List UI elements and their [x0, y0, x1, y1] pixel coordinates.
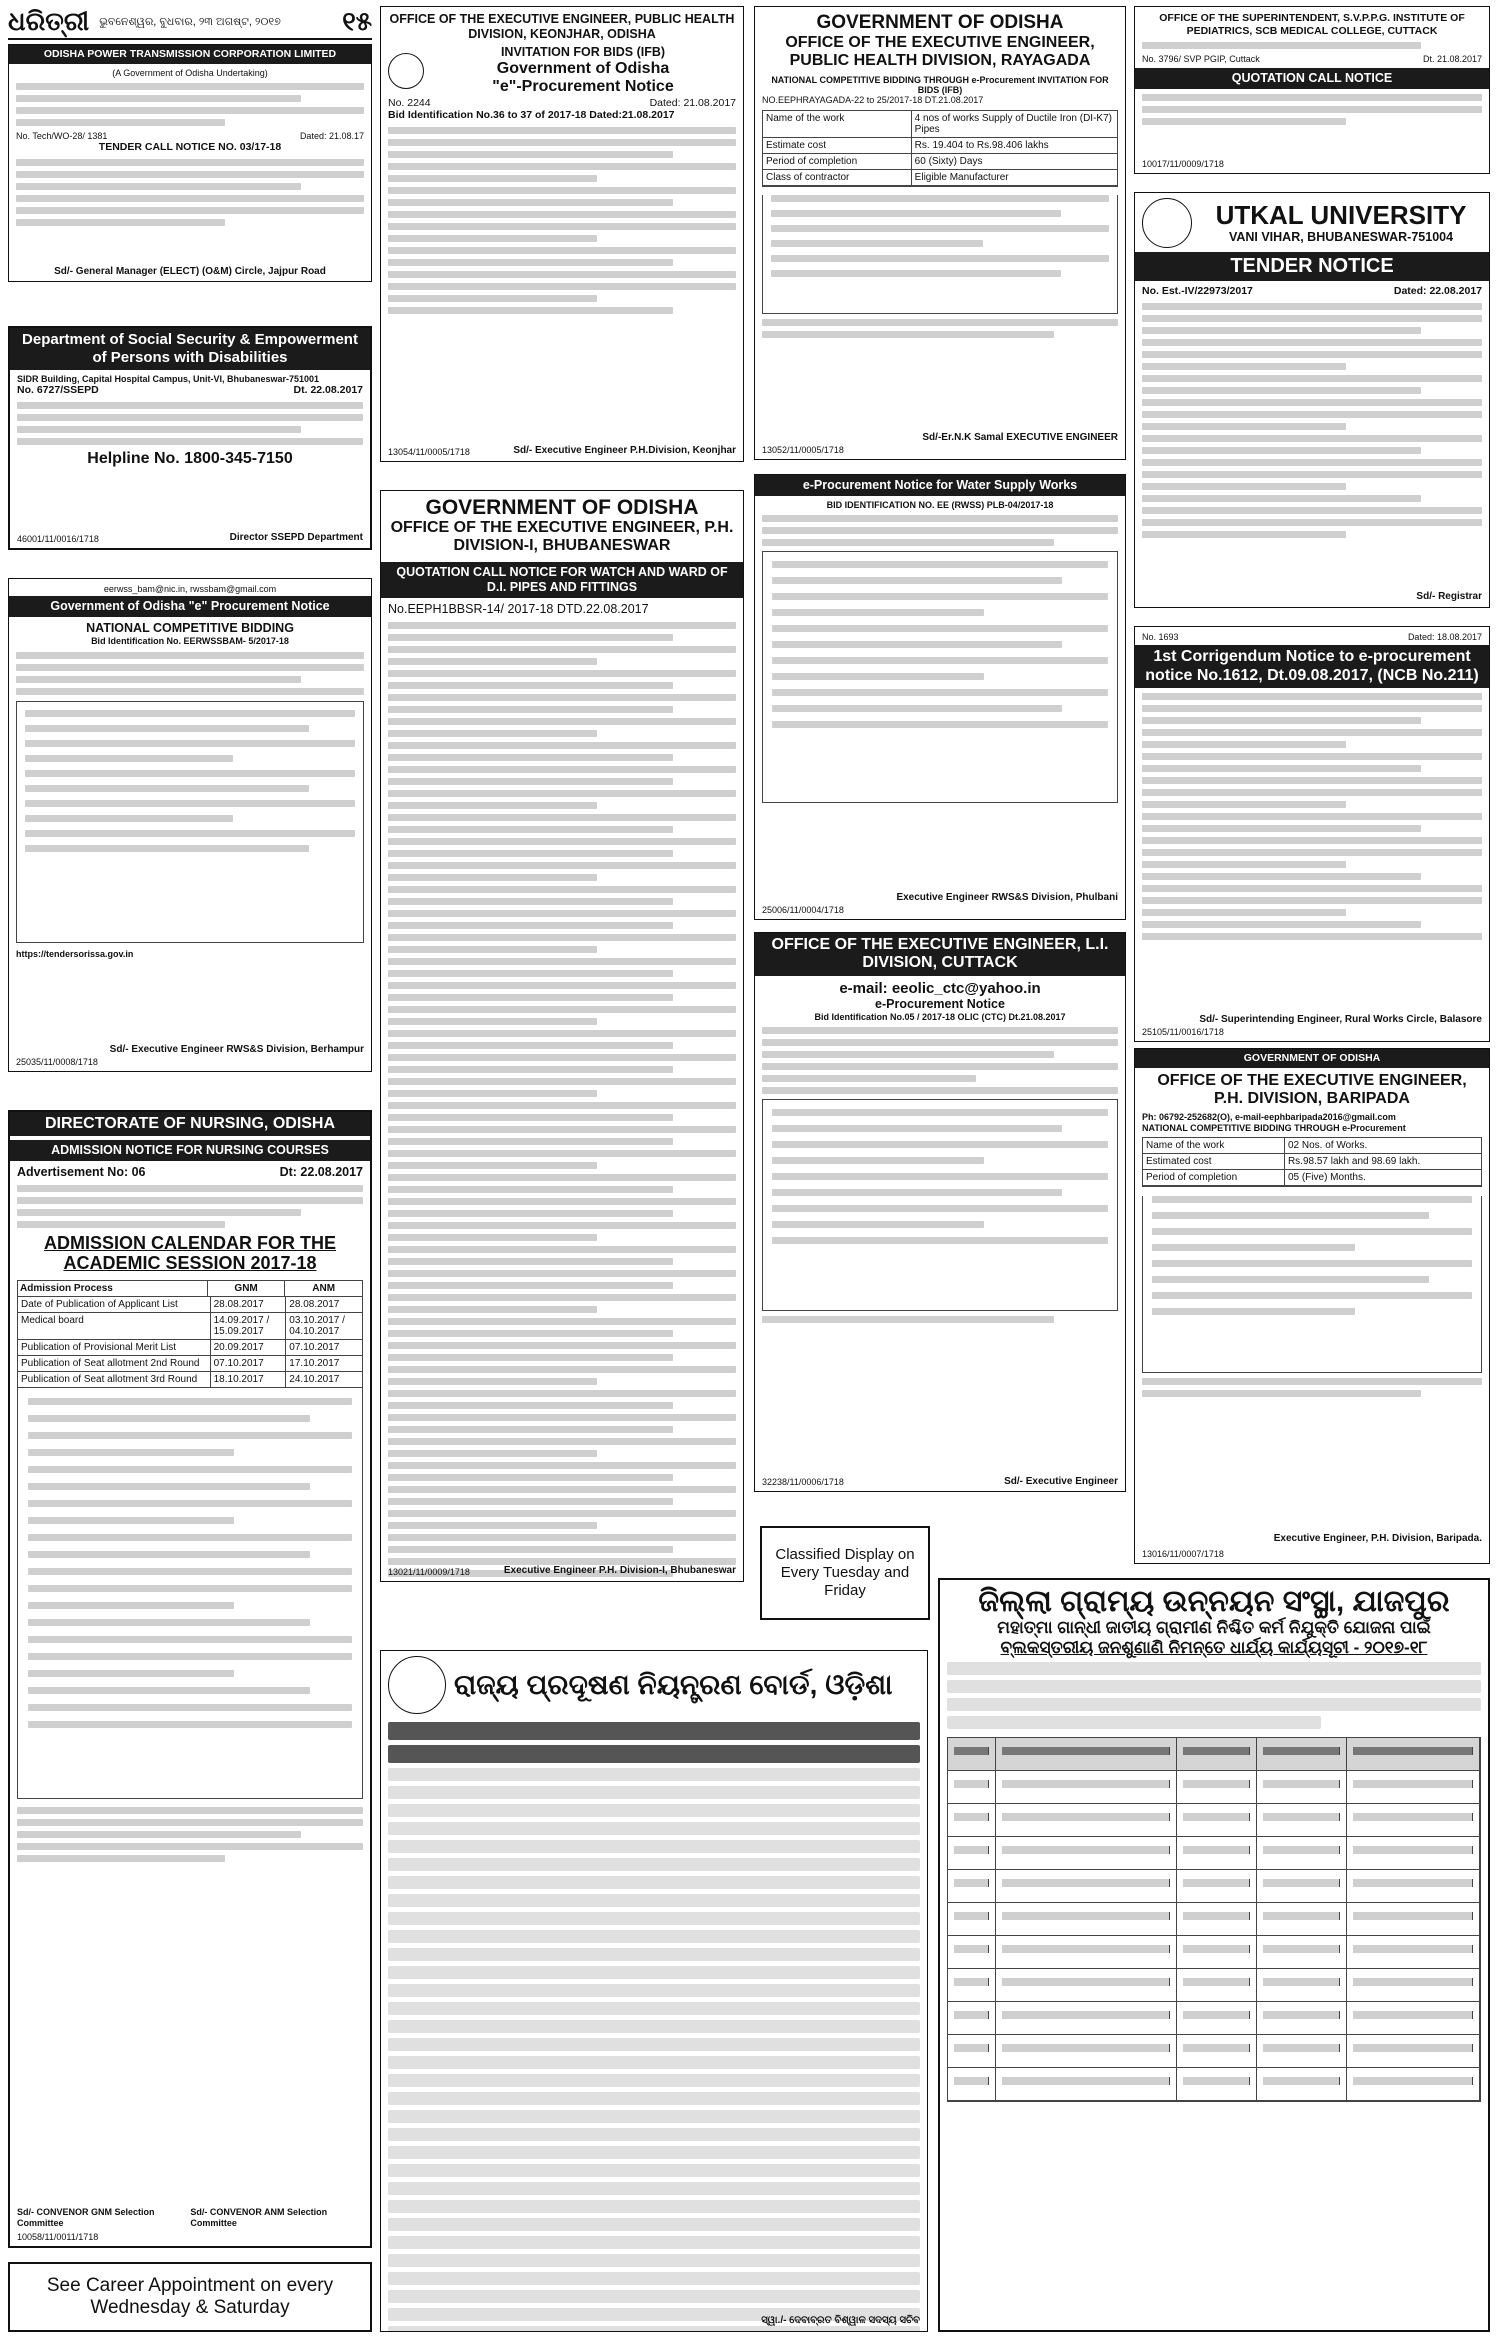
nursing-title: DIRECTORATE OF NURSING, ODISHA [10, 1112, 370, 1136]
rayagada-row [763, 138, 1117, 154]
cuttack-email: e-mail: eeolic_ctc@yahoo.in [839, 979, 1041, 997]
nursing-row-cell: 14.09.2017 / 15.09.2017 [211, 1313, 287, 1339]
scb-ref: 10017/11/0009/1718 [1142, 159, 1224, 169]
balasore-no: No. 1693 [1142, 632, 1179, 642]
masthead [8, 6, 372, 40]
nursing-sign-gnm: Sd/- CONVENOR GNM Selection Committee [17, 2207, 155, 2228]
keonjhar-dated: Dated: 21.08.2017 [649, 96, 736, 109]
nursing-notice [8, 1110, 372, 2248]
nursing-col: Admission Process [18, 1281, 208, 1296]
baripada-notice [1134, 1048, 1490, 1564]
optcl-dated: Dated: 21.08.17 [299, 130, 364, 141]
page-number: ୧୫ [342, 6, 372, 36]
balasore-notice [1134, 626, 1490, 1042]
jajpur-row [948, 1804, 1480, 1837]
utkal-no: No. Est.-IV/22973/2017 [1142, 285, 1253, 297]
baripada-row-cell: Name of the work [1143, 1138, 1285, 1153]
keonjhar-head: OFFICE OF THE EXECUTIVE ENGINEER, PUBLIC HEALTH DIVISION, KEONJHAR, ODISHA [389, 12, 735, 41]
nursing-row-cell: 07.10.2017 [289, 1341, 340, 1353]
rwss-sub: NATIONAL COMPETITIVE BIDDING [86, 621, 294, 636]
rayagada-no: NO.EEPHRAYAGADA-22 to 25/2017-18 DT.21.08.2017 [762, 95, 984, 106]
nursing-row-cell: 03.10.2017 / 04.10.2017 [289, 1314, 345, 1337]
optcl-sub: (A Government of Odisha Undertaking) [112, 67, 268, 78]
phulbani-bid: BID IDENTIFICATION NO. EE (RWSS) PLB-04/2017-18 [826, 500, 1054, 510]
scb-band: QUOTATION CALL NOTICE [1135, 68, 1489, 89]
nursing-row-cell: 20.09.2017 [211, 1340, 287, 1355]
ospcb-logo-icon [388, 1656, 446, 1714]
nursing-row [18, 1313, 362, 1340]
ph-div1-band: QUOTATION CALL NOTICE FOR WATCH AND WARD OF D.I. PIPES AND FITTINGS [381, 562, 743, 598]
baripada-row [1143, 1154, 1481, 1170]
jajpur-row [948, 2002, 1480, 2035]
utkal-title: UTKAL UNIVERSITY [1215, 200, 1467, 231]
balasore-dated: Dated: 18.08.2017 [1407, 632, 1482, 642]
cuttack-bid: Bid Identification No.05 / 2017-18 OLIC (CTC) Dt.21.08.2017 [814, 1012, 1066, 1023]
jajpur-row [948, 1936, 1480, 1969]
nursing-calendar-title: ADMISSION CALENDAR FOR THE ACADEMIC SESSION 2017-18 [44, 1233, 336, 1274]
nursing-row-cell: 28.08.2017 [289, 1298, 340, 1310]
utkal-dated: Dated: 22.08.2017 [1393, 285, 1482, 297]
nursing-row-cell: Date of Publication of Applicant List [18, 1297, 211, 1312]
rayagada-row [763, 111, 1117, 138]
nursing-row [18, 1340, 362, 1356]
nursing-adv: Advertisement No: 06 [17, 1165, 146, 1180]
cuttack-ep: e-Procurement Notice [875, 997, 1005, 1012]
utkal-logo-icon [1142, 198, 1192, 248]
baripada-ref: 13016/11/0007/1718 [1142, 1549, 1224, 1559]
cuttack-sign: Sd/- Executive Engineer [1004, 1475, 1118, 1487]
cuttack-notice [754, 932, 1126, 1492]
rayagada-sub: NATIONAL COMPETITIVE BIDDING THROUGH e-Procurement INVITATION FOR BIDS (IFB) [771, 74, 1109, 95]
rwss-bid: Bid Identification No. EERWSSBAM- 5/2017-18 [91, 636, 289, 647]
scb-head: OFFICE OF THE SUPERINTENDENT, S.V.P.P.G. INSTITUTE OF PEDIATRICS, SCB MEDICAL COLLEGE, CUTTACK [1159, 12, 1465, 37]
rwss-table [16, 701, 364, 943]
sssepd-dated: Dt. 22.08.2017 [293, 384, 363, 397]
rayagada-row-cell: 60 (Sixty) Days [914, 155, 983, 167]
nursing-row-cell: Publication of Provisional Merit List [18, 1340, 211, 1355]
rayagada-row-cell: Eligible Manufacturer [914, 171, 1009, 183]
keonjhar-no: No. 2244 [388, 96, 431, 109]
pollution-board-notice [380, 1650, 928, 2332]
keonjhar-gov: Government of Odisha [496, 60, 670, 77]
jajpur-row [948, 1837, 1480, 1870]
baripada-row-cell: 02 Nos. of Works. [1287, 1140, 1368, 1152]
ph-div1-head: GOVERNMENT OF ODISHA [425, 496, 699, 519]
nursing-row-cell: 07.10.2017 [211, 1356, 287, 1371]
rwss-title: Government of Odisha "e" Procurement Notice [9, 596, 371, 617]
ph-div1-office: OFFICE OF THE EXECUTIVE ENGINEER, P.H. DIVISION-I, BHUBANESWAR [390, 519, 734, 555]
utkal-addr: VANI VIHAR, BHUBANESWAR-751004 [1228, 229, 1454, 244]
career-text: See Career Appointment on every Wednesday & Saturday [46, 2275, 334, 2318]
sssepd-ref: 46001/11/0016/1718 [17, 534, 99, 544]
jajpur-table [947, 1737, 1481, 2102]
jajpur-row [948, 1969, 1480, 2002]
baripada-sub: NATIONAL COMPETITIVE BIDDING THROUGH e-Procurement [1142, 1122, 1406, 1133]
jajpur-title: ଜିଲ୍ଲା ଗ୍ରାମ୍ୟ ଉନ୍ନୟନ ସଂସ୍ଥା, ଯାଜପୁର [978, 1585, 1450, 1618]
classified-box [760, 1526, 930, 1620]
rwss-email: eerwss_bam@nic.in, rwssbam@gmail.com [103, 584, 277, 594]
nursing-dated: Dt: 22.08.2017 [279, 1165, 363, 1180]
sssepd-title: Department of Social Security & Empowerment of Persons with Disabilities [10, 328, 370, 370]
rayagada-row [763, 170, 1117, 186]
phulbani-title: e-Procurement Notice for Water Supply Works [755, 475, 1125, 496]
optcl-notice-title: TENDER CALL NOTICE NO. 03/17-18 [98, 141, 282, 154]
jajpur-row [948, 1903, 1480, 1936]
nursing-ref: 10058/11/0011/1718 [17, 2232, 99, 2242]
jajpur-row [948, 1870, 1480, 1903]
classified-text: Classified Display on Every Tuesday and Friday [775, 1546, 915, 1599]
nursing-col: ANM [312, 1282, 336, 1294]
rayagada-sign: Sd/-Er.N.K Samal EXECUTIVE ENGINEER [922, 431, 1118, 443]
ph-div1-notice [380, 490, 744, 1582]
rwss-site: https://tendersorissa.gov.in [16, 948, 134, 959]
phulbani-sign: Executive Engineer RWS&S Division, Phulbani [896, 891, 1118, 903]
pollution-title: ରାଜ୍ୟ ପ୍ରଦୂଷଣ ନିୟନ୍ତ୍ରଣ ବୋର୍ଡ, ଓଡ଼ିଶା [454, 1668, 893, 1700]
utkal-band: TENDER NOTICE [1135, 252, 1489, 281]
nursing-row [18, 1297, 362, 1313]
rayagada-head: GOVERNMENT OF ODISHA [816, 12, 1064, 33]
nursing-table [17, 1280, 363, 1799]
nursing-sub: ADMISSION NOTICE FOR NURSING COURSES [10, 1140, 370, 1161]
rayagada-row-cell: Class of contractor [763, 170, 912, 185]
nursing-row [18, 1356, 362, 1372]
cuttack-title: OFFICE OF THE EXECUTIVE ENGINEER, L.I. DIVISION, CUTTACK [755, 933, 1125, 976]
rayagada-row [763, 154, 1117, 170]
rayagada-row-cell: Estimate cost [763, 138, 912, 153]
sssepd-helpline: Helpline No. 1800-345-7150 [87, 449, 293, 467]
jajpur-row [948, 1738, 1480, 1771]
sssepd-sign: Director SSEPD Department [229, 532, 363, 543]
balasore-title: 1st Corrigendum Notice to e-procurement notice No.1612, Dt.09.08.2017, (NCB No.211) [1135, 645, 1489, 688]
rwss-berhampur-notice [8, 578, 372, 1072]
ph-div1-no: No.EEPH1BBSR-14/ 2017-18 DTD.22.08.2017 [388, 601, 649, 616]
scb-notice [1134, 6, 1490, 174]
baripada-row-cell: Rs.98.57 lakh and 98.69 lakh. [1287, 1156, 1421, 1168]
jajpur-notice [938, 1578, 1490, 2332]
career-box [8, 2262, 372, 2332]
rayagada-row-cell: Rs. 19.404 to Rs.98.406 lakhs [914, 139, 1049, 151]
rayagada-notice [754, 6, 1126, 460]
nursing-row [18, 1372, 362, 1388]
phulbani-notice [754, 474, 1126, 920]
baripada-row [1143, 1170, 1481, 1186]
scb-dated: Dt. 21.08.2017 [1422, 54, 1482, 65]
balasore-ref: 25105/11/0016/1718 [1142, 1027, 1224, 1037]
baripada-row [1143, 1138, 1481, 1154]
baripada-row-cell: Estimated cost [1143, 1154, 1285, 1169]
optcl-sign: Sd/- General Manager (ELECT) (O&M) Circle, Jajpur Road [54, 265, 326, 277]
utkal-notice [1134, 192, 1490, 608]
sssepd-no: No. 6727/SSEPD [17, 384, 99, 397]
masthead-date: ଭୁବନେଶ୍ୱର, ବୁଧବାର, ୨୩ ଅଗଷ୍ଟ, ୨୦୧୭ [99, 15, 281, 28]
jajpur-row [948, 2035, 1480, 2068]
baripada-row-cell: 05 (Five) Months. [1287, 1172, 1366, 1184]
keonjhar-sign: Sd/- Executive Engineer P.H.Division, Keonjhar [513, 445, 736, 456]
baripada-office: OFFICE OF THE EXECUTIVE ENGINEER, P.H. DIVISION, BARIPADA [1157, 1071, 1467, 1107]
optcl-notice [8, 44, 372, 282]
jajpur-sub: ମହାତ୍ମା ଗାନ୍ଧୀ ଜାତୀୟ ଗ୍ରାମୀଣ ନିଶ୍ଚିତ କର୍ମ ନିଯୁକ୍ତି ଯୋଜନା ପାଇଁ [997, 1618, 1431, 1637]
nursing-row-cell: 18.10.2017 [211, 1372, 287, 1387]
baripada-row-cell: Period of completion [1143, 1170, 1285, 1185]
scb-no: No. 3796/ SVP PGIP, Cuttack [1142, 54, 1260, 65]
keonjhar-notice [380, 6, 744, 462]
rayagada-ref: 13052/11/0005/1718 [762, 445, 844, 455]
jajpur-row [948, 1771, 1480, 1804]
nursing-row-cell: 17.10.2017 [289, 1357, 340, 1369]
nursing-sign-anm: Sd/- CONVENOR ANM Selection Committee [190, 2207, 328, 2228]
sssepd-notice [8, 326, 372, 550]
newspaper-logo: ଧରିତ୍ରୀ [8, 6, 90, 37]
nursing-row-cell: Medical board [18, 1313, 211, 1339]
ph-div1-sign: Executive Engineer P.H. Division-I, Bhubaneswar [503, 1565, 736, 1576]
nursing-row-cell: Publication of Seat allotment 3rd Round [18, 1372, 211, 1387]
rayagada-row-cell: Name of the work [763, 111, 912, 137]
nursing-row-cell: 24.10.2017 [289, 1373, 340, 1385]
keonjhar-ifb: INVITATION FOR BIDS (IFB) [500, 45, 666, 59]
baripada-head: GOVERNMENT OF ODISHA [1135, 1049, 1489, 1068]
optcl-title: ODISHA POWER TRANSMISSION CORPORATION LIMITED [9, 45, 371, 64]
rayagada-row-cell: 4 nos of works Supply of Ductile Iron (DI-K7) Pipes [914, 112, 1112, 135]
nursing-row-cell: Publication of Seat allotment 2nd Round [18, 1356, 211, 1371]
keonjhar-ref: 13054/11/0005/1718 [388, 447, 470, 457]
cuttack-ref: 32238/11/0006/1718 [762, 1477, 844, 1487]
balasore-sign: Sd/- Superintending Engineer, Rural Works Circle, Balasore [1199, 1013, 1482, 1025]
utkal-sign: Sd/- Registrar [1416, 591, 1482, 602]
rwss-sign: Sd/- Executive Engineer RWS&S Division, Berhampur [109, 1043, 364, 1055]
baripada-ph: Ph: 06792-252682(O), e-mail-eephbaripada2016@gmail.com [1142, 1112, 1396, 1123]
optcl-no: No. Tech/WO-28/ 1381 [16, 130, 108, 141]
odisha-emblem-icon [388, 53, 424, 89]
jajpur-sub2: ବ୍ଲକସ୍ତରୀୟ ଜନଶୁଣାଣି ନିମନ୍ତେ ଧାର୍ଯ୍ୟ କାର୍ଯ୍ୟସୂଚୀ - ୨୦୧୭-୧୮ [1000, 1637, 1428, 1657]
rayagada-office: OFFICE OF THE EXECUTIVE ENGINEER, PUBLIC HEALTH DIVISION, RAYAGADA [785, 33, 1095, 70]
nursing-row-cell: 28.08.2017 [211, 1297, 287, 1312]
phulbani-ref: 25006/11/0004/1718 [762, 905, 844, 915]
rayagada-row-cell: Period of completion [763, 154, 912, 169]
keonjhar-bid: Bid Identification No.36 to 37 of 2017-18 Dated:21.08.2017 [388, 109, 675, 122]
baripada-sign: Executive Engineer, P.H. Division, Baripada. [1273, 1533, 1482, 1544]
nursing-col: GNM [208, 1281, 286, 1296]
jajpur-row [948, 2068, 1480, 2101]
sssepd-address: SIDR Building, Capital Hospital Campus, Unit-VI, Bhubaneswar-751001 [17, 374, 320, 384]
keonjhar-ep: "e"-Procurement Notice [492, 78, 674, 96]
pollution-footer: ସ୍ୱା./- ଦେବାବ୍ରତ ବିଶ୍ୱାଳ ସଦସ୍ୟ ସଚିବ [761, 2315, 920, 2326]
rwss-ref: 25035/11/0008/1718 [16, 1057, 98, 1067]
ph-div1-ref: 13021/11/0009/1718 [388, 1567, 470, 1577]
